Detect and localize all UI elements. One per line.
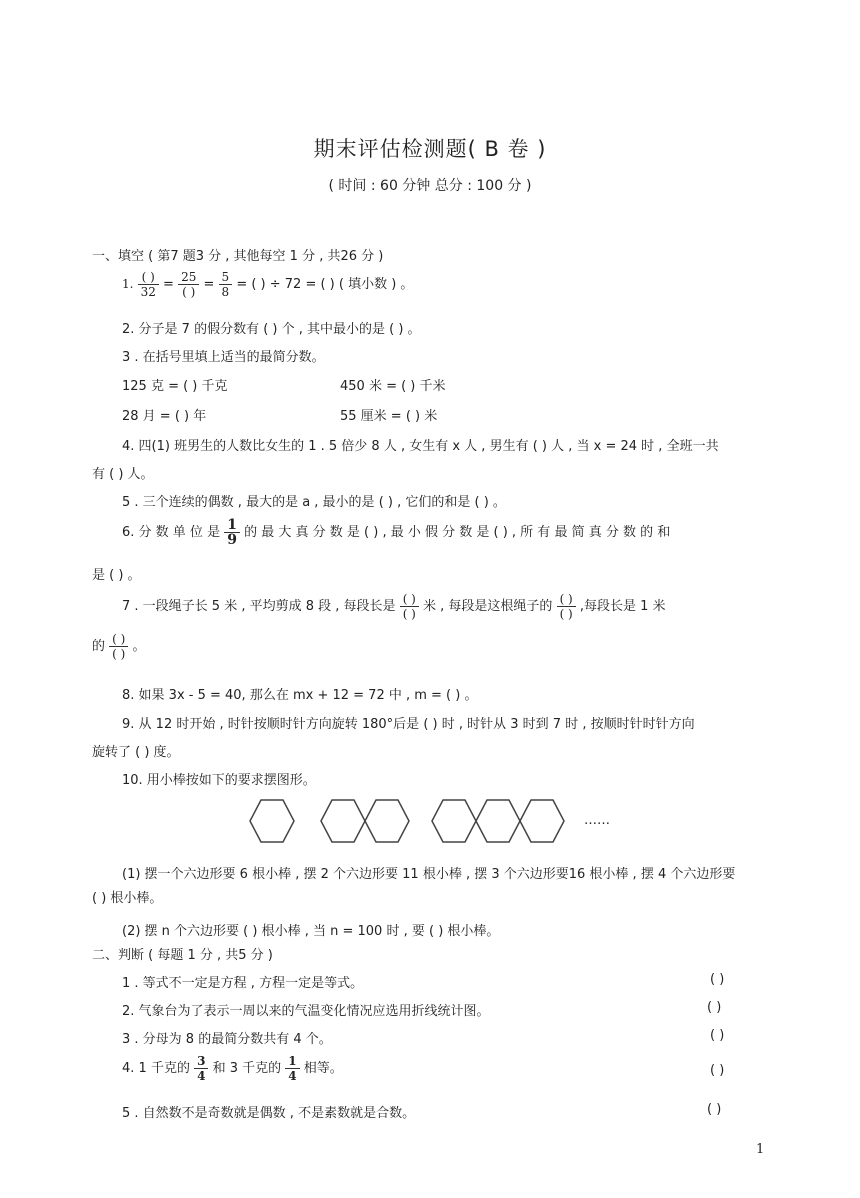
- question-3b: 450 米 = ( ) 千米: [340, 379, 446, 394]
- q7-blank-num-2: ( ): [557, 592, 576, 607]
- q1-f2-numerator: 25: [178, 270, 199, 285]
- q7-blank-fraction-1: [400, 592, 419, 621]
- q1-f2-denominator: ( ): [182, 285, 196, 299]
- exam-info: ( 时间 : 60 分钟 总分 : 100 分 ): [328, 178, 532, 194]
- question-7-line2: [92, 632, 146, 661]
- q1-f1-denominator: 32: [140, 285, 156, 299]
- question-3a: 125 克 = ( ) 千克: [122, 379, 228, 394]
- q1-fraction-1: [138, 270, 159, 299]
- page-number: 1: [756, 1142, 765, 1157]
- j4-f1-den: 4: [197, 1069, 206, 1083]
- q1-eq1: =: [163, 277, 174, 292]
- judge-item-3: 3 . 分母为 8 的最简分数共有 4 个。: [122, 1032, 332, 1047]
- hexagon-figures: [245, 795, 625, 847]
- judge-answer-3: ( ): [710, 1028, 725, 1043]
- q7-blank-den-2: ( ): [559, 607, 573, 621]
- q1-fraction-3: [219, 270, 233, 299]
- q1-fraction-2: [178, 270, 199, 299]
- question-10-1-line2: ( ) 根小棒。: [92, 891, 163, 906]
- q7-text-c: ,每段长是 1 米: [579, 599, 666, 614]
- section1-heading: 一、填空 ( 第7 题3 分 , 其他每空 1 分 , 共26 分 ): [92, 249, 384, 264]
- question-6-line1: [122, 518, 670, 547]
- q7-blank-den-3: ( ): [112, 647, 126, 661]
- question-9-line2: 旋转了 ( ) 度。: [92, 745, 180, 760]
- j4-text-c: 相等。: [303, 1061, 343, 1076]
- q7-text-e: 。: [132, 639, 146, 654]
- question-7-line1: [122, 592, 666, 621]
- question-4-line2: 有 ( ) 人。: [92, 467, 154, 482]
- question-5: 5 . 三个连续的偶数 , 最大的是 a , 最小的是 ( ) , 它们的和是 ( ) 。: [122, 495, 506, 510]
- hexagon-fig3-1: [432, 800, 476, 842]
- hexagon-fig2-2: [365, 800, 409, 842]
- question-8: 8. 如果 3x - 5 = 40, 那么在 mx + 12 = 72 中 , m = ( ) 。: [122, 688, 478, 703]
- q7-blank-fraction-2: [557, 592, 576, 621]
- hexagon-fig2-1: [321, 800, 365, 842]
- q6-text-a: 6. 分 数 单 位 是: [122, 525, 221, 540]
- question-1: [122, 270, 413, 299]
- judge-answer-1: ( ): [710, 972, 725, 987]
- judge-answer-4: ( ): [710, 1063, 725, 1078]
- hexagon-fig3-3: [520, 800, 564, 842]
- judge-item-2: 2. 气象台为了表示一周以来的气温变化情况应选用折线统计图。: [122, 1004, 490, 1019]
- q6-numerator: 1: [224, 518, 240, 533]
- hexagon-fig1-1: [250, 800, 294, 842]
- question-2: 2. 分子是 7 的假分数有 ( ) 个 , 其中最小的是 ( ) 。: [122, 322, 421, 337]
- j4-fraction-2: [285, 1054, 299, 1083]
- question-9-line1: 9. 从 12 时开始 , 时针按顺时针方向旋转 180°后是 ( ) 时 , 时针从 3 时到 7 时 , 按顺时针时针方向: [122, 717, 695, 732]
- q6-denominator: 9: [227, 532, 237, 548]
- judge-answer-2: ( ): [707, 1000, 722, 1015]
- q1-f3-numerator: 5: [219, 270, 233, 285]
- question-3d: 55 厘米 = ( ) 米: [340, 409, 438, 424]
- q7-blank-num-3: ( ): [109, 632, 128, 647]
- q1-number: 1.: [122, 277, 134, 291]
- question-3c: 28 月 = ( ) 年: [122, 409, 207, 424]
- section2-heading: 二、判断 ( 每题 1 分 , 共5 分 ): [92, 948, 273, 963]
- hexagon-fig3-2: [476, 800, 520, 842]
- q1-eq2: =: [203, 277, 215, 292]
- question-10: 10. 用小棒按如下的要求摆图形。: [122, 773, 316, 788]
- q7-text-a: 7 . 一段绳子长 5 米 , 平均剪成 8 段 , 每段长是: [122, 599, 396, 614]
- q1-f1-numerator: ( ): [138, 270, 159, 285]
- judge-item-5: 5 . 自然数不是奇数就是偶数 , 不是素数就是合数。: [122, 1106, 416, 1121]
- q7-text-d: 的: [92, 639, 106, 654]
- question-3: 3 . 在括号里填上适当的最简分数。: [122, 350, 325, 365]
- judge-answer-5: ( ): [707, 1102, 722, 1117]
- j4-f2-den: 4: [288, 1069, 297, 1083]
- hexagon-ellipsis: ……: [584, 813, 610, 828]
- judge-item-1: 1 . 等式不一定是方程 , 方程一定是等式。: [122, 976, 364, 991]
- question-10-2: (2) 摆 n 个六边形要 ( ) 根小棒 , 当 n = 100 时 , 要 ( ) 根小棒。: [122, 924, 500, 939]
- question-4-line1: 4. 四(1) 班男生的人数比女生的 1 . 5 倍少 8 人 , 女生有 x 人 , 男生有 ( ) 人 , 当 x = 24 时 , 全班一共: [122, 439, 719, 454]
- question-6-line2: 是 ( ) 。: [92, 568, 141, 583]
- question-10-1-line1: (1) 摆一个六边形要 6 根小棒 , 摆 2 个六边形要 11 根小棒 , 摆 3 个六边形要16 根小棒 , 摆 4 个六边形要: [122, 867, 736, 882]
- j4-text-b: 和 3 千克的: [212, 1061, 282, 1076]
- page-title: 期末评估检测题( B 卷 ): [313, 137, 547, 161]
- q1-f3-denominator: 8: [221, 285, 230, 299]
- j4-f2-num: 1: [285, 1054, 299, 1069]
- q7-text-b: 米 , 每段是这根绳子的: [423, 599, 553, 614]
- q7-blank-den-1: ( ): [402, 607, 416, 621]
- j4-f1-num: 3: [194, 1054, 208, 1069]
- q1-rest: = ( ) ÷ 72 = ( ) ( 填小数 ) 。: [236, 277, 414, 292]
- q7-blank-num-1: ( ): [400, 592, 419, 607]
- judge-item-4: [122, 1054, 343, 1083]
- q7-blank-fraction-3: [109, 632, 128, 661]
- q6-fraction: [224, 518, 240, 547]
- q6-text-b: 的 最 大 真 分 数 是 ( ) , 最 小 假 分 数 是 ( ) , 所 有 最 简 真 分 数 的 和: [244, 525, 671, 540]
- j4-text-a: 4. 1 千克的: [122, 1061, 190, 1076]
- j4-fraction-1: [194, 1054, 208, 1083]
